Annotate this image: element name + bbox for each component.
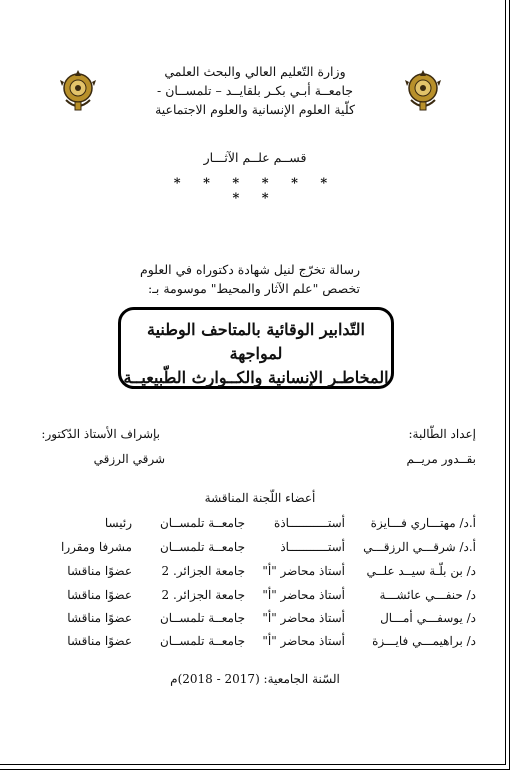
- member-rank: أستاذ محاضر "أ": [262, 611, 345, 625]
- member-role: عضوًا مناقشا: [67, 588, 132, 602]
- member-rank: أستـــــــــــاذة: [274, 516, 345, 530]
- member-name: أ.د/ مهتـــاري فـــايزة: [370, 516, 476, 530]
- member-role: عضوًا مناقشا: [67, 634, 132, 648]
- member-role: عضوًا مناقشا: [67, 564, 132, 578]
- member-name: د/ يوسفـــي أمـــال: [380, 611, 476, 625]
- member-name: د/ حنفـــي عائشـــة: [379, 588, 476, 602]
- member-name: د/ بن بلّـة سيــد علــي: [366, 564, 476, 578]
- member-role: عضوًا مناقشا: [67, 611, 132, 625]
- thesis-title-box: [118, 307, 394, 389]
- member-university: جامعــة تلمســان: [159, 516, 245, 530]
- thesis-description: رسالة تخرّج لنيل شهادة دكتوراه في العلوم: [139, 262, 360, 277]
- committee-row: [0, 634, 510, 650]
- university-emblem-right: [403, 68, 443, 114]
- university-emblem-left: [58, 68, 98, 114]
- member-name: أ.د/ شرقـــي الرزقـــي: [363, 540, 476, 554]
- member-role: رئيسا: [104, 516, 132, 530]
- supervisor-label: بإشراف الأستاذ الدّكتور:: [41, 427, 160, 441]
- supervisor-name: شرقي الرزقي: [93, 452, 165, 466]
- student-label: إعداد الطّالبة:: [408, 427, 476, 441]
- member-university: جامعــة تلمســان: [159, 540, 245, 554]
- member-university: جامعــة تلمســان: [159, 634, 245, 648]
- committee-row: [0, 564, 510, 580]
- member-rank: أستـــــــــــاذ: [280, 540, 345, 554]
- member-rank: أستاذ محاضر "أ": [262, 564, 345, 578]
- page-frame-right-line: [505, 0, 506, 765]
- committee-row: [0, 611, 510, 627]
- member-name: د/ براهيمـــي فايـــزة: [372, 634, 476, 648]
- committee-row: [0, 588, 510, 604]
- stars-divider: * * * * * * * *: [173, 176, 337, 206]
- thesis-title-line2: المخاطـر الإنسانية والكــوارث الطّبيعيــة: [123, 368, 389, 387]
- university-name: جامعــة أبـي بكـر بلقايــد – تلمســان -: [157, 83, 353, 98]
- member-rank: أستاذ محاضر "أ": [262, 634, 345, 648]
- thesis-specialty: تخصص "علم الآثار والمحيط" موسومة بـ:: [148, 281, 360, 296]
- student-name: بقــدور مريــم: [406, 452, 476, 466]
- academic-year: السّنة الجامعية: (2017 - 2018)م: [170, 672, 340, 686]
- member-university: جامعــة تلمســان: [159, 611, 245, 625]
- committee-row: [0, 540, 510, 556]
- committee-title: أعضاء اللّجنة المناقشة: [204, 491, 316, 505]
- faculty-name: كلّية العلوم الإنسانية والعلوم الاجتماعية: [155, 102, 355, 117]
- page-frame-bottom-line: [0, 764, 506, 765]
- committee-row: [0, 516, 510, 532]
- member-university: جامعة الجزائر. 2: [161, 588, 245, 602]
- member-university: جامعة الجزائر. 2: [161, 564, 245, 578]
- department-name: قســم علــم الآثـــار: [203, 150, 307, 165]
- member-rank: أستاذ محاضر "أ": [262, 588, 345, 602]
- ministry-name: وزارة التّعليم العالي والبحث العلمي: [164, 64, 346, 79]
- thesis-title-line1: التّدابير الوقائية بالمتاحف الوطنية لمواجهة: [147, 320, 365, 363]
- member-role: مشرفا ومقررا: [60, 540, 132, 554]
